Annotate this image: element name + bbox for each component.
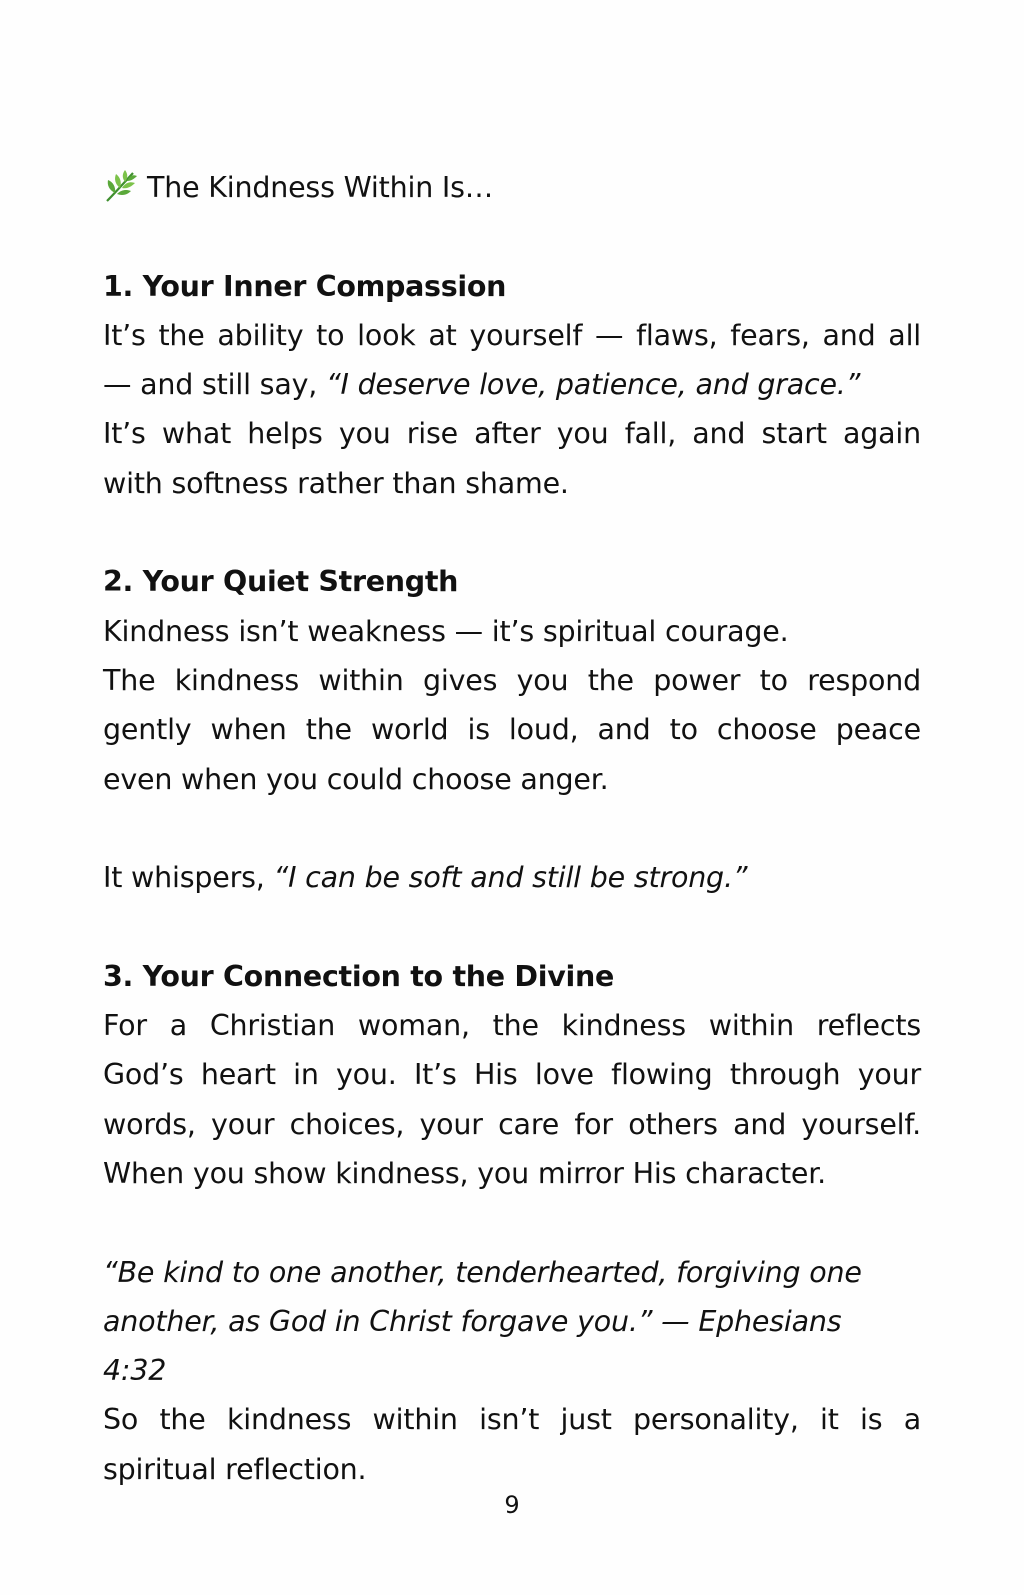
paragraph-line: When you show kindness, you mirror His character.	[103, 1156, 827, 1190]
paragraph-line	[103, 360, 921, 409]
paragraph-line: even when you could choose anger.	[103, 762, 609, 796]
paragraph-line: spiritual reflection.	[103, 1452, 367, 1486]
paragraph-line: So the kindness within isn’t just personality, it is a	[103, 1403, 921, 1437]
paragraph-line: with softness rather than shame.	[103, 466, 569, 500]
scripture-quote-line: “Be kind to one another, tenderhearted, forgiving one	[103, 1255, 862, 1289]
herb-leaf-icon	[103, 168, 139, 204]
page-title	[103, 163, 921, 212]
paragraph-text: — and still say,	[103, 368, 326, 402]
section-heading-connection-divine: 3. Your Connection to the Divine	[103, 959, 615, 993]
paragraph-line: It’s what helps you rise after you fall, and start again	[103, 417, 921, 451]
paragraph-line: Kindness isn’t weakness — it’s spiritual courage.	[103, 614, 789, 648]
scripture-quote-line: another, as God in Christ forgave you.” — Ephesians	[103, 1304, 842, 1338]
page-title-text: The Kindness Within Is…	[147, 171, 494, 204]
paragraph-text: It whispers,	[103, 861, 274, 895]
scripture-quote-line: 4:32	[103, 1354, 167, 1388]
paragraph-line: For a Christian woman, the kindness within reflects	[103, 1009, 921, 1043]
paragraph-line: gently when the world is loud, and to choose peace	[103, 713, 921, 747]
whisper-line	[103, 853, 921, 902]
page-body	[103, 163, 921, 1494]
paragraph-line: It’s the ability to look at yourself — flaws, fears, and all	[103, 318, 921, 352]
page-number: 9	[504, 1491, 520, 1519]
section-heading-inner-compassion: 1. Your Inner Compassion	[103, 269, 507, 303]
paragraph-line: God’s heart in you. It’s His love flowing through your	[103, 1058, 921, 1092]
paragraph-line: The kindness within gives you the power to respond	[103, 663, 921, 697]
paragraph-line: words, your choices, your care for others and yourself.	[103, 1107, 921, 1141]
section-heading-quiet-strength: 2. Your Quiet Strength	[103, 565, 459, 599]
italic-quote: “I deserve love, patience, and grace.”	[325, 368, 861, 402]
italic-quote: “I can be soft and still be strong.”	[273, 861, 748, 895]
